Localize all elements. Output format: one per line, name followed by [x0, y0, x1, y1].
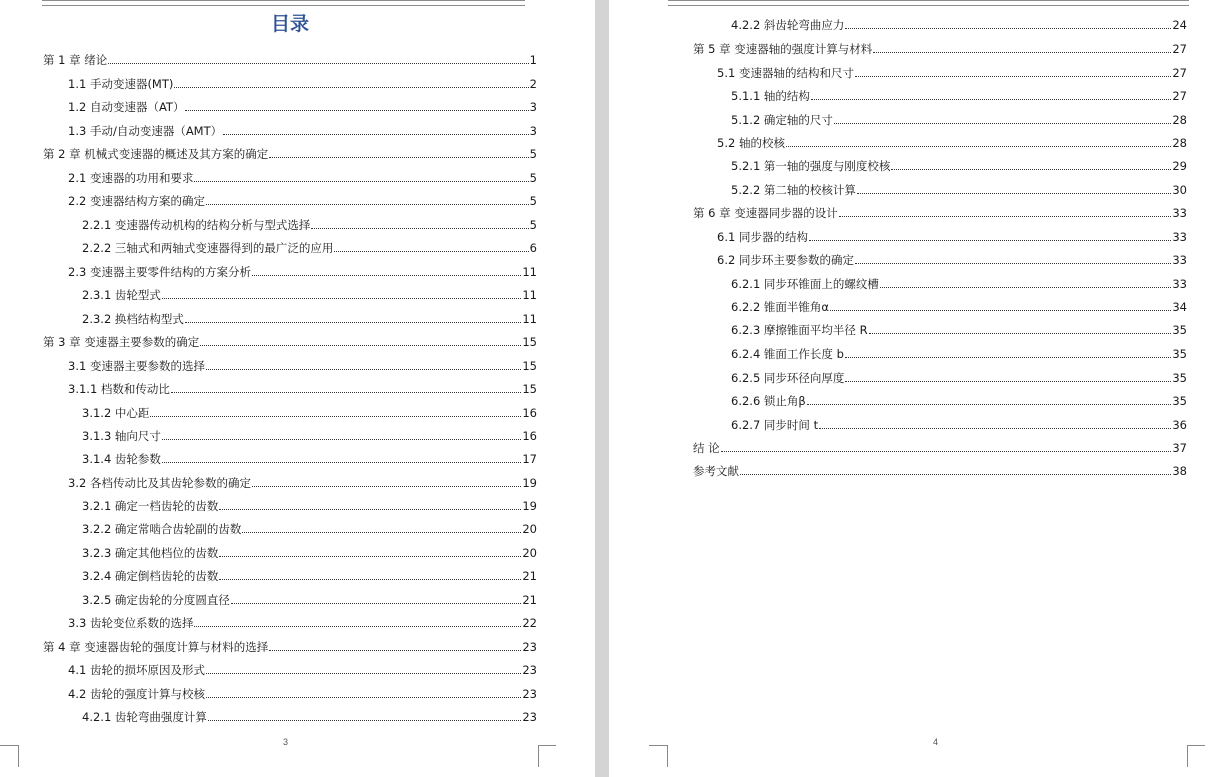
toc-entry[interactable] [731, 276, 1187, 292]
toc-entry[interactable] [731, 182, 1187, 198]
toc-leader-dots [334, 240, 528, 252]
crop-mark [1187, 745, 1188, 767]
toc-leader-dots [171, 381, 521, 393]
toc-entry[interactable] [82, 451, 537, 467]
toc-entry-page: 33 [1172, 253, 1187, 267]
toc-leader-dots [108, 52, 528, 64]
toc-leader-dots [830, 299, 1171, 311]
toc-entry-label: 6.2 同步环主要参数的确定 [717, 253, 854, 267]
toc-entry[interactable] [731, 370, 1187, 386]
toc-leader-dots [721, 440, 1172, 452]
toc-entry[interactable] [43, 639, 537, 655]
toc-entry-label: 第 2 章 机械式变速器的概述及其方案的确定 [43, 147, 269, 161]
crop-mark [538, 745, 556, 746]
toc-entry-page: 5 [529, 147, 537, 161]
toc-entry-page: 35 [1172, 323, 1187, 337]
toc-leader-dots [206, 193, 529, 205]
toc-leader-dots [880, 276, 1171, 288]
toc-entry-page: 2 [529, 77, 537, 91]
toc-entry-label: 1.2 自动变速器（AT） [68, 100, 185, 114]
toc-entry[interactable] [82, 545, 537, 561]
crop-mark [0, 745, 18, 746]
toc-entry[interactable] [82, 498, 537, 514]
toc-entry-label: 3.2 各档传动比及其齿轮参数的确定 [68, 476, 251, 490]
toc-entry[interactable] [693, 463, 1187, 479]
toc-entry-label: 结 论 [693, 441, 720, 455]
toc-entry-label: 3.2.3 确定其他档位的齿数 [82, 546, 219, 560]
toc-entry-label: 3.1.4 齿轮参数 [82, 452, 161, 466]
toc-leader-dots [206, 358, 521, 370]
toc-entry[interactable] [68, 381, 537, 397]
toc-leader-dots [206, 662, 521, 674]
toc-entry-label: 6.2.2 锥面半锥角α [731, 300, 829, 314]
page-gutter [595, 0, 609, 777]
toc-entry-label: 2.3.2 换档结构型式 [82, 312, 184, 326]
toc-entry[interactable] [731, 322, 1187, 338]
toc-entry-page: 22 [522, 616, 537, 630]
toc-entry-label: 2.2.1 变速器传动机构的结构分析与型式选择 [82, 218, 311, 232]
toc-entry[interactable] [82, 311, 537, 327]
toc-leader-dots [185, 311, 521, 323]
toc-entry-page: 5 [529, 194, 537, 208]
crop-mark [538, 745, 539, 767]
toc-leader-dots [819, 417, 1171, 429]
toc-entry-label: 第 1 章 绪论 [43, 53, 108, 67]
toc-entry-label: 3.3 齿轮变位系数的选择 [68, 616, 194, 630]
page-number: 3 [283, 737, 289, 747]
toc-entry-label: 6.2.5 同步环径向厚度 [731, 371, 845, 385]
toc-entry-page: 20 [522, 522, 537, 536]
toc-leader-dots [223, 123, 529, 135]
toc-entry[interactable] [731, 158, 1187, 174]
top-border [668, 0, 1189, 6]
toc-entry-label: 5.1.2 确定轴的尺寸 [731, 113, 833, 127]
toc-entry[interactable] [68, 193, 537, 209]
toc-entry-label: 5.1 变速器轴的结构和尺寸 [717, 66, 854, 80]
toc-leader-dots [252, 264, 521, 276]
toc-entry[interactable] [731, 299, 1187, 315]
toc-entry-page: 29 [1172, 159, 1187, 173]
toc-entry-page: 11 [522, 265, 537, 279]
toc-entry-label: 6.2.3 摩擦锥面平均半径 R [731, 323, 868, 337]
toc-entry[interactable] [693, 205, 1187, 221]
toc-entry[interactable] [693, 440, 1187, 456]
toc-entry-label: 6.1 同步器的结构 [717, 230, 808, 244]
toc-entry[interactable] [68, 170, 537, 186]
toc-entry[interactable] [43, 334, 537, 350]
toc-entry-page: 20 [522, 546, 537, 560]
toc-entry-page: 28 [1172, 136, 1187, 150]
toc-entry-page: 1 [529, 53, 537, 67]
toc-leader-dots [891, 158, 1171, 170]
toc-entry[interactable] [693, 41, 1187, 57]
toc-leader-dots [206, 686, 521, 698]
toc-leader-dots [194, 170, 528, 182]
toc-entry-label: 2.2 变速器结构方案的确定 [68, 194, 205, 208]
toc-entry-page: 24 [1172, 18, 1187, 32]
toc-leader-dots [845, 346, 1171, 358]
toc-entry-label: 6.2.6 锁止角β [731, 394, 806, 408]
toc-entry-label: 3.2.2 确定常啮合齿轮副的齿数 [82, 522, 242, 536]
toc-entry-page: 11 [522, 288, 537, 302]
toc-entry-page: 23 [522, 687, 537, 701]
toc-entry-label: 5.2 轴的校核 [717, 136, 785, 150]
top-border [42, 0, 525, 6]
toc-entry[interactable] [82, 521, 537, 537]
toc-entry[interactable] [731, 88, 1187, 104]
toc-entry[interactable] [82, 240, 537, 256]
toc-entry-page: 6 [529, 241, 537, 255]
toc-leader-dots [194, 615, 521, 627]
toc-entry-page: 3 [529, 124, 537, 138]
toc-entry[interactable] [717, 229, 1187, 245]
toc-entry[interactable] [68, 475, 537, 491]
toc-entry-page: 35 [1172, 371, 1187, 385]
toc-leader-dots [185, 99, 528, 111]
toc-entry-page: 36 [1172, 418, 1187, 432]
toc-entry[interactable] [731, 346, 1187, 362]
toc-entry-page: 17 [522, 452, 537, 466]
toc-entry-page: 5 [529, 218, 537, 232]
toc-leader-dots [162, 428, 521, 440]
toc-entry[interactable] [82, 405, 537, 421]
toc-entry[interactable] [68, 99, 537, 115]
toc-entry-label: 3.1.2 中心距 [82, 406, 150, 420]
toc-leader-dots [219, 545, 521, 557]
toc-entry[interactable] [82, 592, 537, 608]
toc-leader-dots [269, 146, 528, 158]
toc-leader-dots [740, 463, 1171, 475]
toc-entry-label: 6.2.1 同步环锥面上的螺纹槽 [731, 277, 879, 291]
toc-entry[interactable] [731, 417, 1187, 433]
toc-entry[interactable] [68, 264, 537, 280]
toc-leader-dots [162, 451, 521, 463]
document-page-left [0, 0, 595, 777]
toc-entry-page: 37 [1172, 441, 1187, 455]
toc-leader-dots [839, 205, 1172, 217]
toc-leader-dots [208, 709, 521, 721]
toc-entry[interactable] [68, 662, 537, 678]
toc-entry-label: 3.1 变速器主要参数的选择 [68, 359, 205, 373]
toc-entry[interactable] [68, 358, 537, 374]
toc-entry-label: 5.2.2 第二轴的校核计算 [731, 183, 856, 197]
toc-leader-dots [855, 65, 1171, 77]
toc-entry[interactable] [82, 709, 537, 725]
toc-leader-dots [845, 17, 1171, 29]
toc-entry[interactable] [731, 393, 1187, 409]
toc-leader-dots [873, 41, 1171, 53]
toc-entry-label: 6.2.4 锥面工作长度 b [731, 347, 844, 361]
toc-leader-dots [219, 498, 521, 510]
toc-entry[interactable] [82, 217, 537, 233]
toc-entry[interactable] [68, 615, 537, 631]
toc-leader-dots [834, 112, 1171, 124]
toc-entry-label: 2.3 变速器主要零件结构的方案分析 [68, 265, 251, 279]
toc-entry-page: 21 [522, 569, 537, 583]
toc-entry-page: 19 [522, 476, 537, 490]
toc-leader-dots [162, 287, 521, 299]
toc-entry-label: 2.1 变速器的功用和要求 [68, 171, 194, 185]
toc-leader-dots [252, 475, 521, 487]
toc-leader-dots [786, 135, 1171, 147]
toc-entry-page: 16 [522, 406, 537, 420]
toc-leader-dots [269, 639, 521, 651]
crop-mark [649, 745, 667, 746]
toc-leader-dots [311, 217, 528, 229]
toc-entry-label: 3.2.5 确定齿轮的分度圆直径 [82, 593, 230, 607]
toc-leader-dots [845, 370, 1171, 382]
toc-entry-label: 4.2.1 齿轮弯曲强度计算 [82, 710, 207, 724]
toc-entry-page: 27 [1172, 89, 1187, 103]
toc-entry[interactable] [82, 568, 537, 584]
toc-entry-label: 4.2.2 斜齿轮弯曲应力 [731, 18, 845, 32]
toc-entry-label: 第 6 章 变速器同步器的设计 [693, 206, 838, 220]
toc-entry-page: 11 [522, 312, 537, 326]
toc-entry-page: 33 [1172, 206, 1187, 220]
page-number: 4 [933, 737, 939, 747]
toc-entry-label: 1.1 手动变速器(MT) [68, 77, 174, 91]
toc-entry-page: 33 [1172, 230, 1187, 244]
toc-entry-page: 21 [522, 593, 537, 607]
toc-leader-dots [811, 88, 1171, 100]
toc-title: 目录 [270, 13, 309, 35]
toc-leader-dots [855, 252, 1171, 264]
toc-entry[interactable] [731, 112, 1187, 128]
toc-entry-label: 3.1.3 轴向尺寸 [82, 429, 161, 443]
toc-entry[interactable] [717, 135, 1187, 151]
toc-leader-dots [857, 182, 1171, 194]
toc-entry[interactable] [43, 52, 537, 68]
toc-entry[interactable] [43, 146, 537, 162]
toc-entry-label: 第 3 章 变速器主要参数的确定 [43, 335, 200, 349]
toc-entry[interactable] [717, 252, 1187, 268]
toc-entry-label: 5.1.1 轴的结构 [731, 89, 810, 103]
toc-entry-label: 参考文献 [693, 464, 739, 478]
toc-entry[interactable] [82, 428, 537, 444]
toc-entry-label: 3.2.1 确定一档齿轮的齿数 [82, 499, 219, 513]
toc-leader-dots [150, 405, 521, 417]
document-page-right [609, 0, 1216, 777]
toc-entry-page: 38 [1172, 464, 1187, 478]
toc-entry-label: 第 5 章 变速器轴的强度计算与材料 [693, 42, 873, 56]
toc-entry-page: 23 [522, 640, 537, 654]
toc-entry[interactable] [82, 287, 537, 303]
toc-entry-label: 1.3 手动/自动变速器（AMT） [68, 124, 223, 138]
toc-entry-page: 30 [1172, 183, 1187, 197]
toc-entry-page: 15 [522, 335, 537, 349]
toc-entry-page: 23 [522, 710, 537, 724]
toc-leader-dots [174, 76, 528, 88]
toc-entry[interactable] [717, 65, 1187, 81]
toc-leader-dots [242, 521, 521, 533]
toc-leader-dots [231, 592, 521, 604]
toc-entry-page: 28 [1172, 113, 1187, 127]
toc-entry-page: 23 [522, 663, 537, 677]
toc-entry-page: 15 [522, 359, 537, 373]
crop-mark [1187, 745, 1205, 746]
toc-entry-page: 35 [1172, 347, 1187, 361]
toc-entry-page: 34 [1172, 300, 1187, 314]
crop-mark [667, 745, 668, 767]
toc-leader-dots [219, 568, 521, 580]
toc-entry[interactable] [68, 686, 537, 702]
toc-entry-label: 6.2.7 同步时间 t [731, 418, 819, 432]
toc-entry-page: 33 [1172, 277, 1187, 291]
toc-entry-label: 2.3.1 齿轮型式 [82, 288, 161, 302]
toc-entry[interactable] [68, 123, 537, 139]
toc-entry[interactable] [731, 17, 1187, 33]
toc-leader-dots [807, 393, 1172, 405]
crop-mark [18, 745, 19, 767]
toc-entry-label: 4.1 齿轮的损坏原因及形式 [68, 663, 205, 677]
toc-entry-page: 27 [1172, 66, 1187, 80]
toc-entry-page: 27 [1172, 42, 1187, 56]
toc-entry-label: 2.2.2 三轴式和两轴式变速器得到的最广泛的应用 [82, 241, 334, 255]
toc-entry-label: 3.1.1 档数和传动比 [68, 382, 170, 396]
toc-leader-dots [809, 229, 1171, 241]
toc-entry-page: 5 [529, 171, 537, 185]
toc-entry-label: 3.2.4 确定倒档齿轮的齿数 [82, 569, 219, 583]
toc-entry-label: 5.2.1 第一轴的强度与刚度校核 [731, 159, 891, 173]
toc-entry-page: 15 [522, 382, 537, 396]
toc-leader-dots [200, 334, 521, 346]
toc-leader-dots [869, 322, 1172, 334]
toc-entry-page: 35 [1172, 394, 1187, 408]
toc-entry[interactable] [68, 76, 537, 92]
toc-entry-page: 19 [522, 499, 537, 513]
toc-entry-label: 第 4 章 变速器齿轮的强度计算与材料的选择 [43, 640, 269, 654]
toc-entry-page: 16 [522, 429, 537, 443]
toc-entry-label: 4.2 齿轮的强度计算与校核 [68, 687, 205, 701]
toc-entry-page: 3 [529, 100, 537, 114]
